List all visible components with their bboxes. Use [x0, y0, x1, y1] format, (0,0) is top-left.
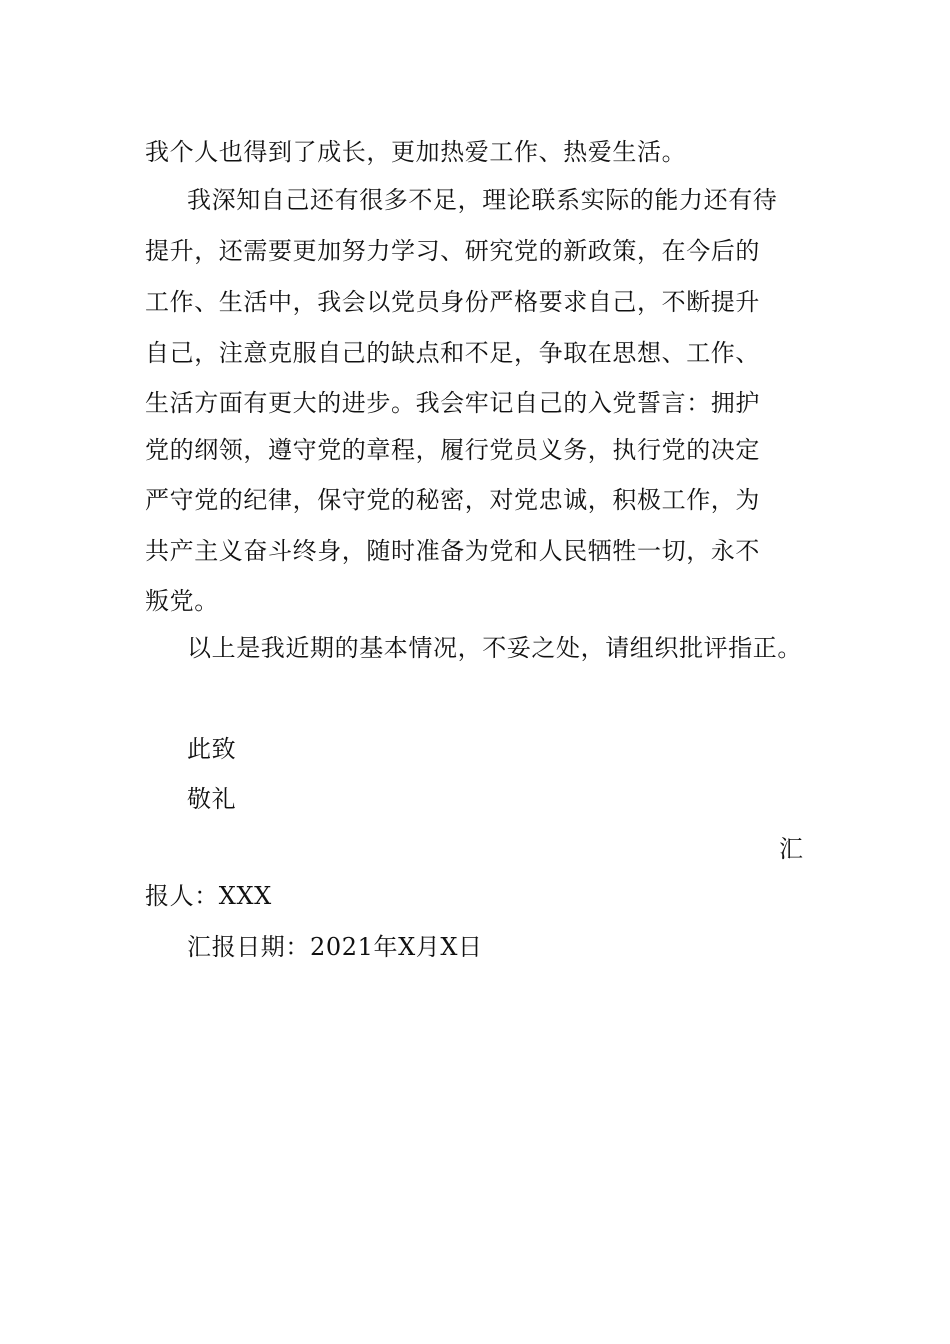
reporter-left-part: 报人：XXX: [145, 882, 272, 910]
salutation-line-2: 敬礼: [187, 785, 237, 813]
body-line-7: 严守党的纪律，保守党的秘密，对党忠诚，积极工作，为: [145, 486, 760, 514]
closing-request: 以上是我近期的基本情况，不妥之处，请组织批评指正。: [187, 634, 802, 662]
body-line-5: 生活方面有更大的进步。我会牢记自己的入党誓言：拥护: [145, 389, 760, 417]
body-line-4: 自己，注意克服自己的缺点和不足，争取在思想、工作、: [145, 339, 760, 367]
body-line-9: 叛党。: [145, 587, 219, 615]
paragraph-end-line: 我个人也得到了成长，更加热爱工作、热爱生活。: [145, 138, 687, 166]
report-date: 汇报日期：2021年X月X日: [187, 933, 483, 961]
salutation-line-1: 此致: [187, 735, 237, 763]
body-line-1: 我深知自己还有很多不足，理论联系实际的能力还有待: [187, 186, 778, 214]
body-line-2: 提升，还需要更加努力学习、研究党的新政策，在今后的: [145, 237, 760, 265]
body-line-3: 工作、生活中，我会以党员身份严格要求自己，不断提升: [145, 288, 760, 316]
reporter-right-part: 汇: [779, 835, 804, 863]
body-line-8: 共产主义奋斗终身，随时准备为党和人民牺牲一切，永不: [145, 537, 760, 565]
body-line-6: 党的纲领，遵守党的章程，履行党员义务，执行党的决定: [145, 436, 760, 464]
